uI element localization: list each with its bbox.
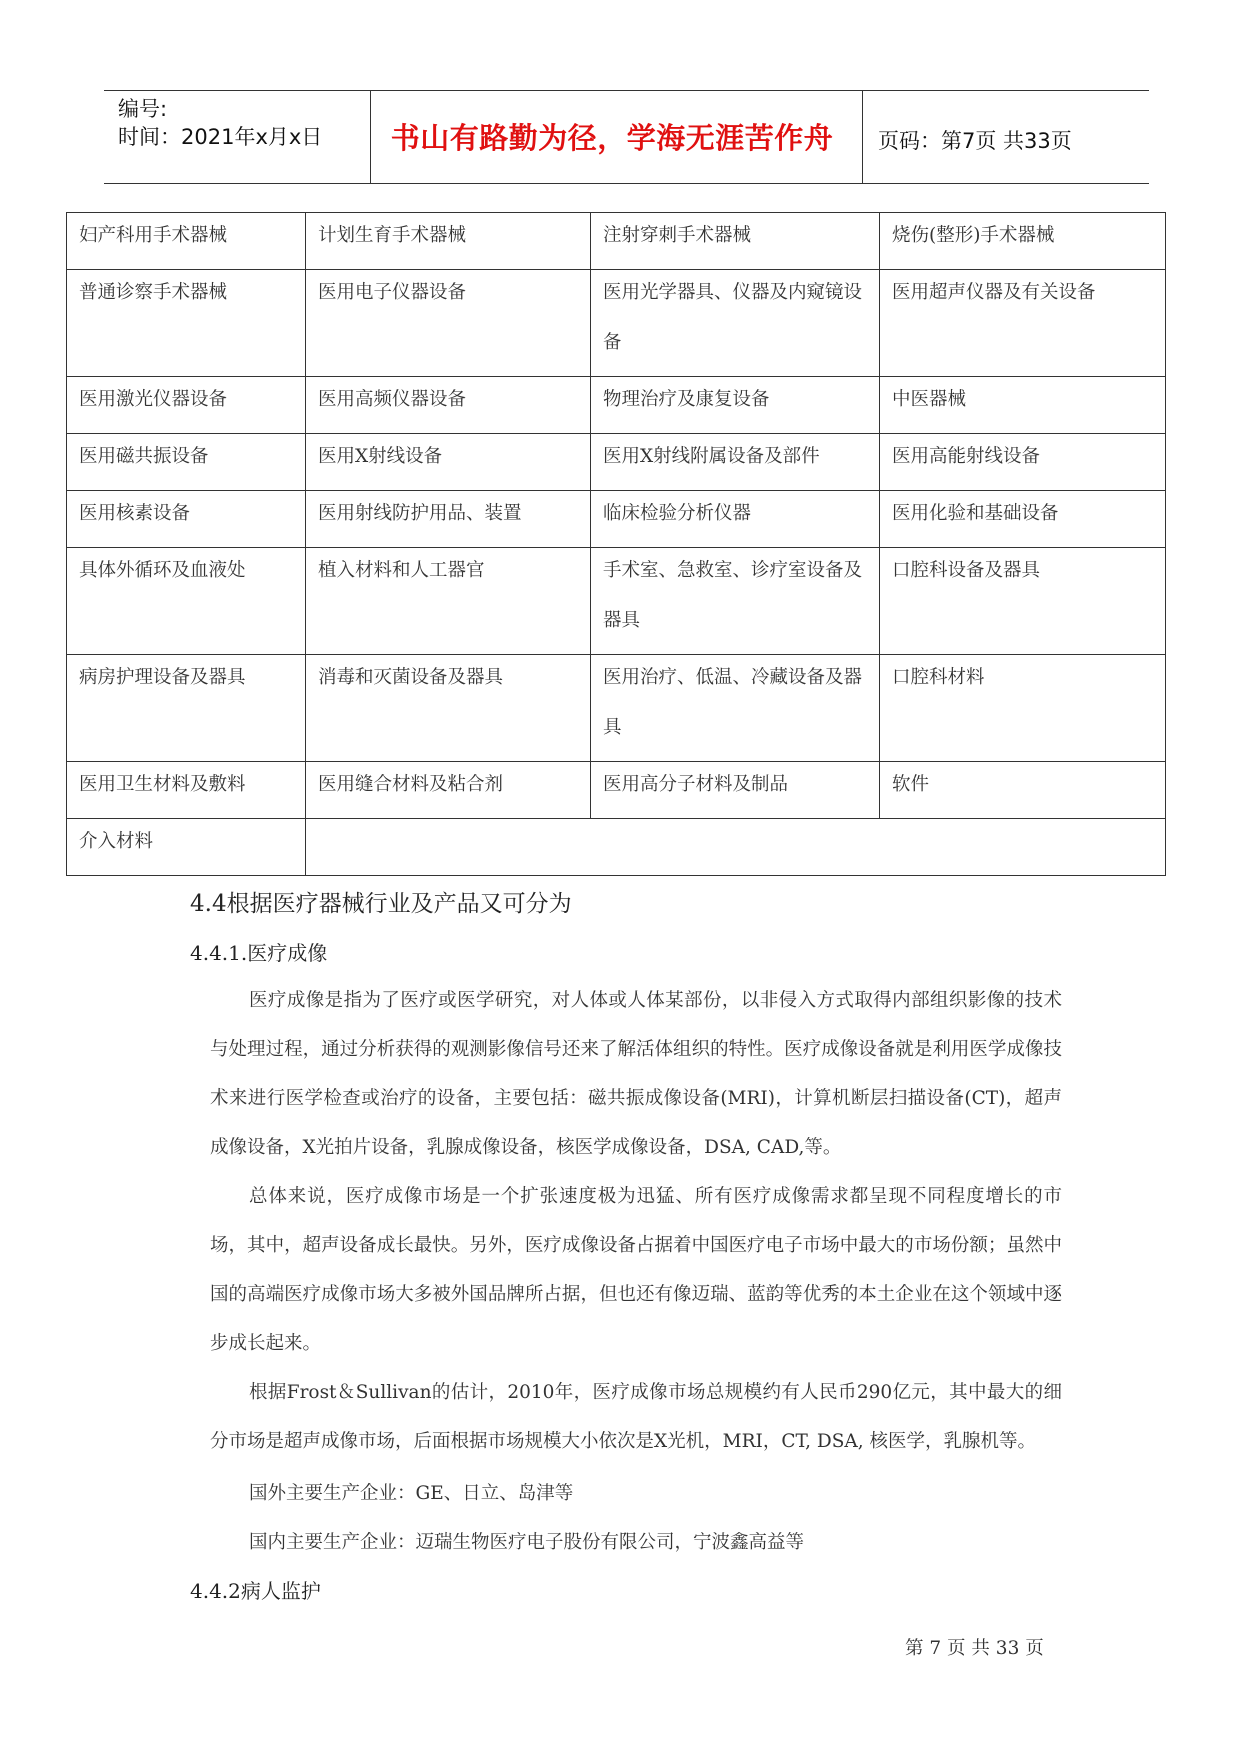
- table-cell: 介入材料: [67, 819, 306, 876]
- table-cell: 病房护理设备及器具: [67, 655, 306, 762]
- table-row: [67, 213, 1166, 270]
- table-cell: 医用X射线附属设备及部件: [591, 434, 880, 491]
- table-cell: 口腔科设备及器具: [880, 548, 1166, 655]
- paragraph-market-overview: 总体来说，医疗成像市场是一个扩张速度极为迅猛、所有医疗成像需求都呈现不同程度增长的市场，其中，超声设备成长最快。另外，医疗成像设备占据着中国医疗电子市场中最大的市场份额；虽然中国的高端医疗成像市场大多被外国品牌所占据，但也还有像迈瑞、蓝韵等优秀的本土企业在这个领域中逐步成长起来。: [210, 1186, 1062, 1354]
- paragraph-market-size: 根据Frost＆Sullivan的估计，2010年，医疗成像市场总规模约有人民币290亿元，其中最大的细分市场是超声成像市场，后面根据市场规模大小依次是X光机，MRI，CT, DSA, 核医学，乳腺机等。: [210, 1382, 1062, 1452]
- subsection-heading-monitoring: 4.4.2病人监护: [190, 1579, 321, 1603]
- foreign-manufacturers: 国外主要生产企业：GE、日立、岛津等: [249, 1483, 574, 1504]
- table-cell: 妇产科用手术器械: [67, 213, 306, 270]
- header-time-label: 时间：2021年x月x日: [118, 125, 323, 149]
- table-cell: 医用核素设备: [67, 491, 306, 548]
- header-bottom-rule: [104, 183, 1149, 184]
- table-cell: 手术室、急救室、诊疗室设备及器具: [591, 548, 880, 655]
- table-cell: 消毒和灭菌设备及器具: [306, 655, 591, 762]
- table-cell: 医用电子仪器设备: [306, 270, 591, 377]
- header-divider-right: [862, 90, 863, 183]
- header-number-label: 编号:: [118, 97, 168, 121]
- table-row: [67, 655, 1166, 762]
- table-cell: 计划生育手术器械: [306, 213, 591, 270]
- table-cell: 医用X射线设备: [306, 434, 591, 491]
- header-divider-left: [370, 90, 371, 183]
- section-heading: 4.4根据医疗器械行业及产品又可分为: [190, 891, 572, 917]
- table-row: [67, 270, 1166, 377]
- header-top-rule: [104, 90, 1149, 91]
- table-cell: 烧伤(整形)手术器械: [880, 213, 1166, 270]
- table-row: [67, 819, 1166, 876]
- table-cell: 中医器械: [880, 377, 1166, 434]
- table-cell-empty: [306, 819, 1166, 876]
- table-cell: 医用高频仪器设备: [306, 377, 591, 434]
- table-cell: 医用激光仪器设备: [67, 377, 306, 434]
- table-cell: 植入材料和人工器官: [306, 548, 591, 655]
- table-cell: 医用化验和基础设备: [880, 491, 1166, 548]
- table-row: [67, 491, 1166, 548]
- table-cell: 医用超声仪器及有关设备: [880, 270, 1166, 377]
- table-cell: 医用高能射线设备: [880, 434, 1166, 491]
- subsection-heading-imaging: 4.4.1.医疗成像: [190, 941, 328, 965]
- table-cell: 临床检验分析仪器: [591, 491, 880, 548]
- page-footer: 第 7 页 共 33 页: [905, 1638, 1044, 1659]
- table-cell: 医用治疗、低温、冷藏设备及器具: [591, 655, 880, 762]
- header-page-label: 页码：第7页 共33页: [878, 129, 1072, 153]
- table-row: [67, 377, 1166, 434]
- table-cell: 注射穿刺手术器械: [591, 213, 880, 270]
- table-cell: 医用磁共振设备: [67, 434, 306, 491]
- table-cell: 医用高分子材料及制品: [591, 762, 880, 819]
- header-motto: 书山有路勤为径，学海无涯苦作舟: [390, 121, 834, 155]
- table-cell: 具体外循环及血液处: [67, 548, 306, 655]
- table-row: [67, 434, 1166, 491]
- table-row: [67, 548, 1166, 655]
- table-cell: 医用卫生材料及敷料: [67, 762, 306, 819]
- table-cell: 物理治疗及康复设备: [591, 377, 880, 434]
- table-cell: 医用射线防护用品、装置: [306, 491, 591, 548]
- device-category-table: [66, 212, 1166, 876]
- table-row: [67, 762, 1166, 819]
- paragraph-imaging-definition: 医疗成像是指为了医疗或医学研究，对人体或人体某部份，以非侵入方式取得内部组织影像的技术与处理过程，通过分析获得的观测影像信号还来了解活体组织的特性。医疗成像设备就是利用医学成像技术来进行医学检查或治疗的设备，主要包括：磁共振成像设备(MRI)，计算机断层扫描设备(CT)，超声成像设备，X光拍片设备，乳腺成像设备，核医学成像设备，DSA, CAD,等。: [210, 990, 1062, 1158]
- domestic-manufacturers: 国内主要生产企业：迈瑞生物医疗电子股份有限公司，宁波鑫高益等: [249, 1532, 805, 1553]
- table-cell: 医用光学器具、仪器及内窥镜设备: [591, 270, 880, 377]
- table-cell: 软件: [880, 762, 1166, 819]
- table-cell: 普通诊察手术器械: [67, 270, 306, 377]
- table-cell: 医用缝合材料及粘合剂: [306, 762, 591, 819]
- table-cell: 口腔科材料: [880, 655, 1166, 762]
